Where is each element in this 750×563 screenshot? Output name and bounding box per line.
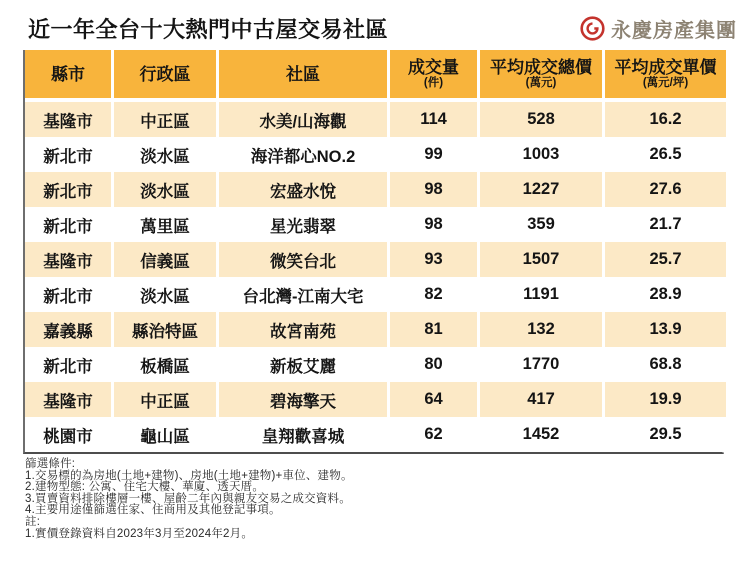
table-cell: 皇翔歡喜城 — [219, 417, 390, 452]
column-header-label: 平均成交總價 — [490, 58, 592, 77]
column-header-unit: (件) — [423, 77, 444, 89]
filter-line: 4.主要用途僅篩選住家、住商用及其他登記事項。 — [25, 504, 281, 517]
table-cell: 新北市 — [25, 347, 114, 382]
table-row — [25, 172, 726, 207]
column-header — [605, 50, 726, 102]
table-cell: 26.5 — [605, 137, 726, 172]
table-cell: 19.9 — [605, 382, 726, 417]
table-row — [25, 312, 726, 347]
table-cell: 1507 — [480, 242, 605, 277]
column-header-label: 平均成交單價 — [614, 58, 717, 77]
table-cell: 故宮南苑 — [219, 312, 390, 347]
column-header — [480, 50, 605, 102]
table-cell: 碧海擎天 — [219, 382, 390, 417]
table-cell: 淡水區 — [114, 137, 219, 172]
table-cell: 1191 — [480, 277, 605, 312]
column-header-label: 社區 — [286, 64, 320, 84]
table-cell: 微笑台北 — [219, 242, 390, 277]
header-row — [25, 50, 726, 102]
table-cell: 宏盛水悅 — [219, 172, 390, 207]
table-cell: 中正區 — [114, 382, 219, 417]
table-header — [25, 50, 726, 102]
column-header-unit: (萬元/坪) — [642, 77, 689, 89]
table-cell: 80 — [390, 347, 480, 382]
table-cell: 1003 — [480, 137, 605, 172]
table-cell: 嘉義縣 — [25, 312, 114, 347]
table-cell: 中正區 — [114, 102, 219, 137]
table-cell: 21.7 — [605, 207, 726, 242]
table-cell: 新北市 — [25, 277, 114, 312]
filter-title: 篩選條件: — [25, 458, 76, 470]
brand-logo — [579, 14, 737, 43]
footnotes — [25, 459, 750, 540]
table-cell: 淡水區 — [114, 172, 219, 207]
table-cell: 81 — [390, 312, 480, 347]
table-row — [25, 417, 726, 452]
table-body — [25, 102, 726, 452]
table-cell: 417 — [480, 382, 605, 417]
page-title: 近一年全台十大熱門中古屋交易社區 — [28, 16, 389, 42]
communities-table — [25, 50, 726, 452]
table-cell: 信義區 — [114, 242, 219, 277]
filter-line: 3.買賣資料排除樓層一樓、屋齡二年內與親友交易之成交資料。 — [25, 492, 351, 505]
table-cell: 98 — [390, 207, 480, 242]
table-cell: 台北灣-江南大宅 — [219, 277, 390, 312]
column-header-label: 成交量 — [408, 58, 459, 77]
table-cell: 基隆市 — [25, 102, 114, 137]
table-cell: 359 — [480, 207, 605, 242]
table-cell: 基隆市 — [25, 242, 114, 277]
table-row — [25, 347, 726, 382]
table-cell: 星光翡翠 — [219, 207, 390, 242]
table-cell: 縣治特區 — [114, 312, 219, 347]
table-cell: 海洋都心NO.2 — [219, 137, 390, 172]
communities-table-frame — [23, 50, 724, 454]
table-cell: 28.9 — [605, 277, 726, 312]
table-cell: 29.5 — [605, 417, 726, 452]
table-cell: 萬里區 — [114, 207, 219, 242]
top-bar — [0, 0, 750, 50]
column-header-label: 行政區 — [139, 64, 191, 84]
table-row — [25, 277, 726, 312]
table-cell: 82 — [390, 277, 480, 312]
table-cell: 水美/山海觀 — [219, 102, 390, 137]
column-header-unit: (萬元) — [525, 77, 557, 89]
yungching-ring-icon — [579, 15, 606, 42]
table-cell: 1227 — [480, 172, 605, 207]
column-header — [25, 50, 114, 102]
filter-line: 2.建物型態: 公寓、住宅大樓、華廈、透天厝。 — [25, 481, 265, 494]
table-cell: 27.6 — [605, 172, 726, 207]
table-cell: 新板艾麗 — [219, 347, 390, 382]
table-cell: 淡水區 — [114, 277, 219, 312]
table-cell: 132 — [480, 312, 605, 347]
table-cell: 93 — [390, 242, 480, 277]
note-line: 1.實價登錄資料自2023年3月至2024年2月。 — [25, 527, 254, 540]
column-header — [390, 50, 480, 102]
table-cell: 新北市 — [25, 172, 114, 207]
table-cell: 64 — [390, 382, 480, 417]
table-row — [25, 102, 726, 137]
table-cell: 1770 — [480, 347, 605, 382]
table-cell: 龜山區 — [114, 417, 219, 452]
table-cell: 25.7 — [605, 242, 726, 277]
table-cell: 1452 — [480, 417, 605, 452]
column-header — [114, 50, 219, 102]
table-cell: 基隆市 — [25, 382, 114, 417]
table-cell: 99 — [390, 137, 480, 172]
note-title: 註: — [25, 515, 41, 528]
table-row — [25, 242, 726, 277]
table-cell: 114 — [390, 102, 480, 137]
table-row — [25, 137, 726, 172]
table-row — [25, 207, 726, 242]
brand-name: 永慶房產集團 — [611, 19, 737, 42]
table-cell: 桃園市 — [25, 417, 114, 452]
table-cell: 板橋區 — [114, 347, 219, 382]
table-cell: 62 — [390, 417, 480, 452]
table-cell: 新北市 — [25, 207, 114, 242]
column-header-label: 縣市 — [51, 64, 85, 84]
table-cell: 13.9 — [605, 312, 726, 347]
table-cell: 16.2 — [605, 102, 726, 137]
table-cell: 98 — [390, 172, 480, 207]
table-row — [25, 382, 726, 417]
table-cell: 68.8 — [605, 347, 726, 382]
table-cell: 新北市 — [25, 137, 114, 172]
column-header — [219, 50, 390, 102]
filter-line: 1.交易標的為房地(土地+建物)、房地(土地+建物)+車位、建物。 — [25, 469, 353, 482]
table-cell: 528 — [480, 102, 605, 137]
